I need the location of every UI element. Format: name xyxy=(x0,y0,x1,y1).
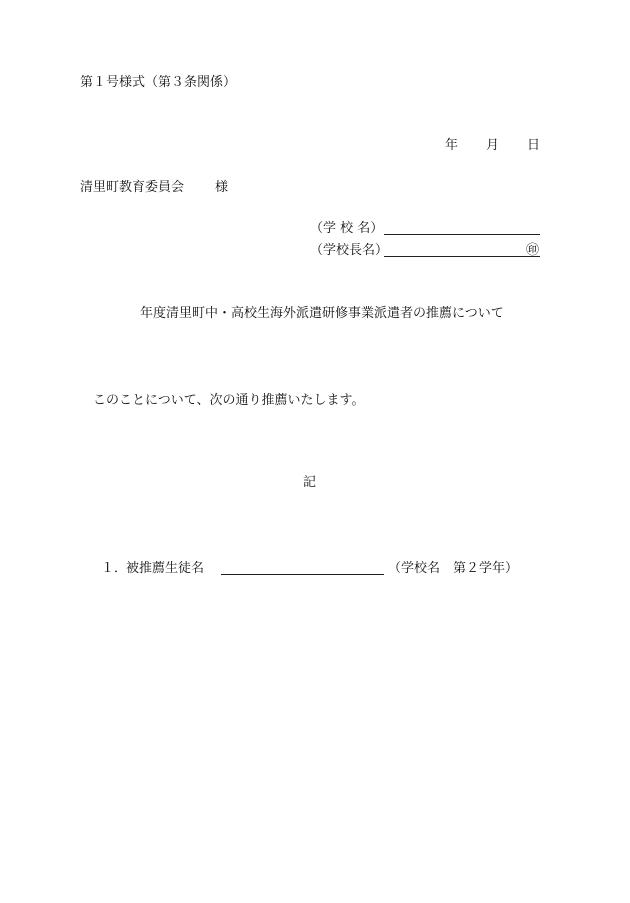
subject-line: 年度清里町中・高校生海外派遣研修事業派遣者の推薦について xyxy=(140,306,504,321)
ki-heading: 記 xyxy=(303,475,317,490)
addressee-honorific: 様 xyxy=(215,180,229,195)
principal-name-label: （学校長名） xyxy=(310,243,389,258)
addressee-name: 清里町教育委員会 xyxy=(80,180,185,195)
item-label: 被推薦生徒名 xyxy=(126,561,205,576)
school-name-label: （学 校 名） xyxy=(310,221,384,236)
principal-name-blank-line xyxy=(384,256,540,257)
item-note: （学校名 第２学年） xyxy=(388,561,519,576)
form-number: 第１号様式（第３条関係） xyxy=(80,75,237,90)
student-name-blank-line xyxy=(221,574,384,575)
date-day-label: 日 xyxy=(527,138,541,153)
date-year-label: 年 xyxy=(445,138,459,153)
school-name-blank-line xyxy=(384,234,540,235)
date-month-label: 月 xyxy=(486,138,500,153)
seal-mark: ㊞ xyxy=(526,243,540,258)
item-number: １． xyxy=(101,561,128,576)
body-text: このことについて、次の通り推薦いたします。 xyxy=(93,393,365,408)
